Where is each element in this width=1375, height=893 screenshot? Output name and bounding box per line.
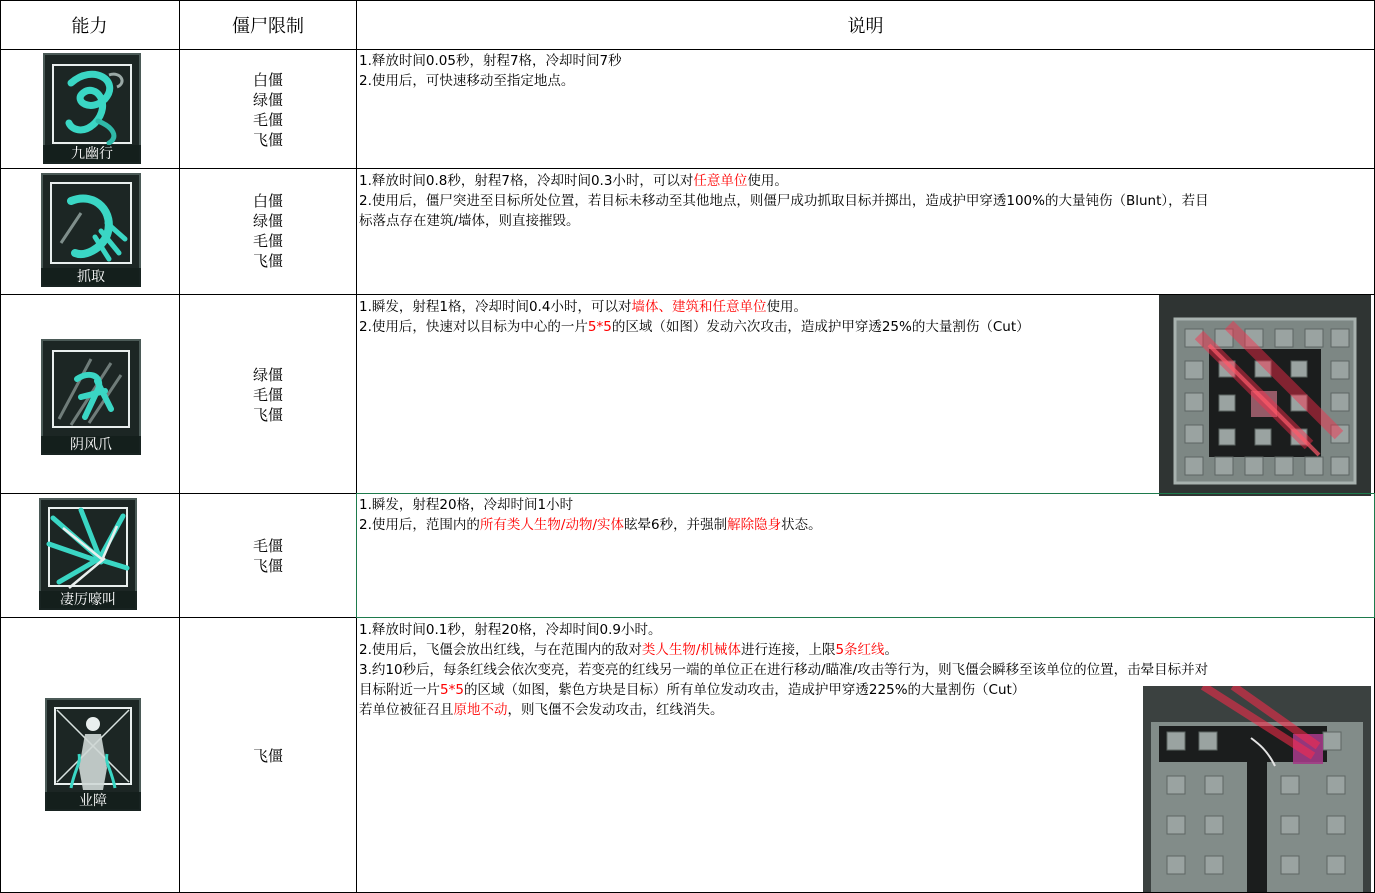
restriction-list <box>180 70 356 150</box>
text-segment: 1.瞬发，射程20格，冷却时间1小时 <box>359 497 574 513</box>
description-line <box>359 640 1208 660</box>
text-segment: 2.使用后，僵尸突进至目标所处位置，若目标未移动至其他地点，则僵尸成功抓取目标并掷出，造成护甲穿透100%的大量钝伤（Blunt），若目 <box>359 193 1209 209</box>
restriction-item: 毛僵 <box>252 111 283 129</box>
description-text <box>359 171 1209 231</box>
text-segment: 。 <box>884 642 899 658</box>
text-segment: 使用。 <box>766 299 807 315</box>
header-ability[interactable]: 能力 <box>71 15 108 37</box>
text-segment: 2.使用后，可快速移动至指定地点。 <box>359 73 575 89</box>
description-line <box>359 680 1208 700</box>
description-line <box>359 317 1030 337</box>
ability-icon-karma[interactable] <box>45 698 141 811</box>
restriction-item: 绿僵 <box>252 212 283 230</box>
restriction-item: 毛僵 <box>252 537 283 555</box>
grid-attack-image <box>1159 295 1371 496</box>
ability-name: 凄厉嚎叫 <box>39 591 137 610</box>
ability-name: 业障 <box>45 792 141 811</box>
highlighted-text: 原地不动 <box>453 702 508 718</box>
highlighted-text: 墙体、建筑和任意单位 <box>631 299 767 315</box>
description-text <box>359 495 822 535</box>
restriction-item: 毛僵 <box>252 232 283 250</box>
highlighted-text: 5条红线 <box>835 642 885 658</box>
text-segment: 进行连接，上限 <box>740 642 836 658</box>
description-line <box>359 51 622 71</box>
ability-name: 阴风爪 <box>41 436 141 455</box>
text-segment: 的区域（如图，紫色方块是目标）所有单位发动攻击，造成护甲穿透225%的大量割伤（Cut） <box>463 682 1026 698</box>
text-segment: 2.使用后，飞僵会放出红线，与在范围内的敌对 <box>359 642 642 658</box>
description-line <box>359 71 622 91</box>
highlighted-text: 解除隐身 <box>727 517 782 533</box>
restriction-list <box>180 191 356 271</box>
text-segment: 使用。 <box>747 173 788 189</box>
description-line <box>359 495 822 515</box>
restriction-list <box>180 746 356 766</box>
highlighted-text: 类人生物/机械体 <box>641 642 741 658</box>
text-segment: 3.约10秒后，每条红线会依次变亮，若变亮的红线另一端的单位正在进行移动/瞄准/攻击等行为，则飞僵会瞬移至该单位的位置，击晕目标并对 <box>359 662 1209 678</box>
restriction-item: 飞僵 <box>252 747 283 765</box>
row-divider <box>0 617 1375 618</box>
description-line <box>359 297 1030 317</box>
restriction-item: 飞僵 <box>252 131 283 149</box>
highlighted-text: 所有类人生物/动物/实体 <box>479 517 624 533</box>
description-text <box>359 620 1208 720</box>
restriction-list <box>180 536 356 576</box>
description-text <box>359 297 1030 337</box>
description-text <box>359 51 622 91</box>
ability-icon-shriek[interactable] <box>39 498 137 610</box>
ability-icon-jiuyouxing[interactable] <box>43 53 141 164</box>
description-line <box>359 191 1209 211</box>
text-segment: ，则飞僵不会发动攻击，红线消失。 <box>507 702 724 718</box>
text-segment: 1.瞬发，射程1格，冷却时间0.4小时，可以对 <box>359 299 632 315</box>
text-segment: 1.释放时间0.05秒，射程7格，冷却时间7秒 <box>359 53 622 69</box>
ability-name: 九幽行 <box>43 145 141 164</box>
restriction-item: 飞僵 <box>252 406 283 424</box>
restriction-item: 绿僵 <box>252 91 283 109</box>
row-divider <box>0 168 1375 169</box>
description-line <box>359 171 1209 191</box>
restriction-item: 绿僵 <box>252 366 283 384</box>
text-segment: 目标附近一片 <box>359 682 440 698</box>
text-segment: 的区域（如图）发动六次攻击，造成护甲穿透25%的大量割伤（Cut） <box>611 319 1030 335</box>
restriction-item: 毛僵 <box>252 386 283 404</box>
area-of-effect-illustration <box>1159 295 1371 496</box>
ability-icon-grab[interactable] <box>41 173 141 287</box>
highlighted-text: 任意单位 <box>693 173 748 189</box>
description-line <box>359 660 1208 680</box>
restriction-item: 白僵 <box>252 192 283 210</box>
description-line <box>359 211 1209 231</box>
text-segment: 2.使用后，范围内的 <box>359 517 480 533</box>
text-segment: 眩晕6秒，并强制 <box>624 517 728 533</box>
grid-attack-image <box>1143 686 1371 892</box>
restriction-item: 白僵 <box>252 71 283 89</box>
header-description[interactable]: 说明 <box>847 15 884 37</box>
text-segment: 2.使用后，快速对以目标为中心的一片 <box>359 319 588 335</box>
area-of-effect-illustration <box>1143 686 1371 892</box>
text-segment: 若单位被征召且 <box>359 702 454 718</box>
description-line <box>359 620 1208 640</box>
row-divider <box>0 49 1375 50</box>
restriction-list <box>180 365 356 425</box>
header-restriction[interactable]: 僵尸限制 <box>232 15 304 37</box>
highlighted-text: 5*5 <box>587 319 612 335</box>
column-divider <box>356 0 357 893</box>
highlighted-text: 5*5 <box>440 682 464 698</box>
ability-icon-wind-claw[interactable] <box>41 339 141 455</box>
restriction-item: 飞僵 <box>252 252 283 270</box>
text-segment: 状态。 <box>781 517 822 533</box>
description-line <box>359 515 822 535</box>
text-segment: 1.释放时间0.8秒，射程7格，冷却时间0.3小时，可以对 <box>359 173 694 189</box>
ability-name: 抓取 <box>41 268 141 287</box>
table-border <box>0 0 1 893</box>
description-line <box>359 700 1208 720</box>
text-segment: 1.释放时间0.1秒，射程20格，冷却时间0.9小时。 <box>359 622 662 638</box>
text-segment: 标落点存在建筑/墙体，则直接摧毁。 <box>359 213 580 229</box>
restriction-item: 飞僵 <box>252 557 283 575</box>
